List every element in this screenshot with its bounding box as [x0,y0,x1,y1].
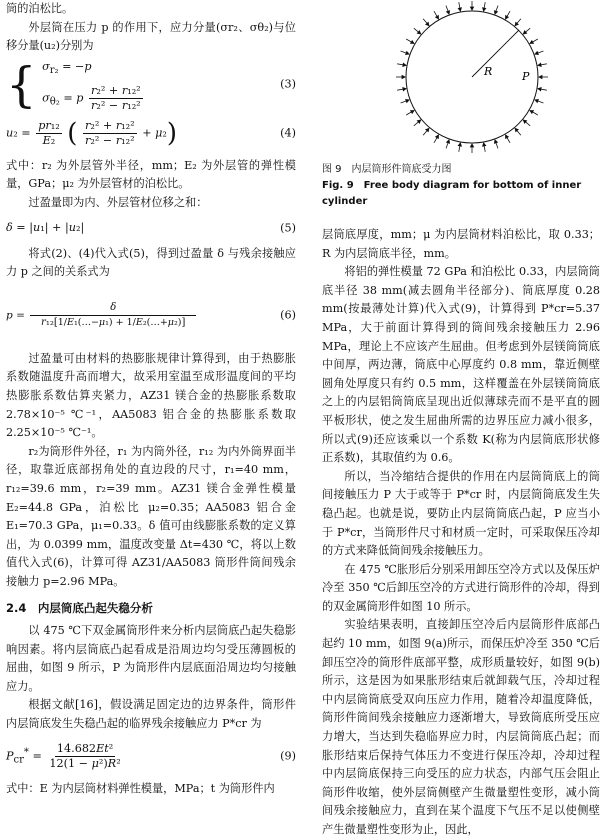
arrow-head [436,135,439,138]
arrow-head [402,75,405,78]
arrow-head [470,144,473,147]
figure-9 [322,0,600,158]
arrow-head [535,99,538,102]
right-column [322,0,600,840]
arrow-head [530,111,533,114]
paragraph: 将式(2)、(4)代入式(5)，得到过盈量 δ 与残余接触应力 p 之间的关系式为 [6,246,296,279]
equation-6: p = $\frac{\delta}{\text{r₁₂[1/E₁(…−μ₁) + 1/E₂(…+μ₂)]}}$ (6) [6,302,296,329]
equation-4: u₂ = $\frac{\text{pr₁₂}}{\text{E₂}}$ ( $\frac{\text{r₂² + r₁₂²}}{\text{r₂² − r₁₂²}}$ + μ₂) (4) [6,118,296,149]
paragraph: 将铝的弹性模量 72 GPa 和泊松比 0.33，内层筒筒底半径 38 mm(减去圆角半径部分)、筒底厚度 0.28 mm(按最薄处计算)代入式(9)，计算得到 P*cr=5.37 MPa，大于前面计算得到的筒间残余接触压力 2.96 MPa，理论上不应该产生屈曲。但考虑到外层镁筒筒底中间厚，两边薄，筒底中心厚度约 0.8 mm，靠近侧壁圆角处厚度只有约 0.5 mm，这样覆盖在外层镁筒筒底之上的内层铝筒筒底呈现出近似薄球壳而不是平直的圆平板形状，使之发生屈曲所需的边界压应力减小很多，所以式(9)还应该乘以一个系数 K(称为内层筒底形状修正系数)，其取值约为 0.6。 [322,265,600,465]
paragraph: 式中：r₂ 为外层管外半径，mm；E₂ 为外层管的弹性模量，GPa；μ₂ 为外层管材的泊松比。 [6,158,296,191]
paragraph: 所以，当冷缩结合提供的作用在内层筒筒底上的筒间接触压力 P 大于或等于 P*cr 时，内层筒筒底发生失稳凸起。也就是说，要防止内层筒筒底凸起，P 应当小于 P*cr，当筒形件尺寸和材质一定时，可采取保压冷却的方式来降低筒间残余接触压力。 [322,469,600,558]
arrow-head [470,7,473,10]
arrow-head [539,75,542,78]
arrow-head [538,88,541,91]
arrow-head [447,11,450,14]
equation-number: (3) [280,77,296,91]
equation-number: (6) [280,308,296,322]
label-R: R [484,65,493,78]
text-line: 式中：E 为内层筒材料弹性模量，MPa；t 为筒形件内 [6,781,275,795]
paragraph: 以 475 ℃下双金属筒形件来分析内层筒底凸起失稳影响因素。将内层筒底凸起看成是沿周边均匀受压薄圆板的屈曲，如图 9 所示，P 为筒形件内层底面沿周边均匀接触应力。 [6,624,296,693]
arrow-head [506,135,509,138]
arrow-head [538,63,541,66]
paragraph: 过盈量即为内、外层管材位移之和： [28,195,208,209]
equation-5: δ = |u₁| + |u₂| (5) [6,216,296,242]
paragraph: 过盈量可由材料的热膨胀规律计算得到，由于热膨胀系数随温度升高而增大，故采用室温至成形温度间的平均热膨胀系数估算夹紧力，AZ31 镁合金的热膨胀系数取 2.78×10⁻⁵ ℃⁻¹，AA5083 铝合金的热膨胀系数取 2.25×10⁻⁵ ℃⁻¹。 [6,351,296,440]
text-line: 筒的泊松比。 [6,2,74,15]
arrow-head [411,41,414,44]
arrow-head [447,140,450,143]
arrow-head [411,111,414,114]
arrow-head [406,52,409,55]
arrow-head [494,11,497,14]
paragraph: 层筒底厚度，mm；μ 为内层筒材料泊松比，取 0.33；R 为内层筒底半径，mm。 [322,228,600,260]
arrow-head [494,140,497,143]
arrow-head [403,63,406,66]
figure-caption-en: Fig. 9 Free body diagram for bottom of inner cylinder [322,180,582,207]
equation-number: (5) [280,221,296,235]
arrow-head [458,8,461,11]
radius-line [472,30,519,77]
label-P: P [522,70,530,83]
arrow-head [530,41,533,44]
equation-number: (9) [280,749,296,763]
arrow-head [483,143,486,146]
free-body-diagram [322,0,600,158]
section-heading: 2.4 内层筒底凸起失稳分析 [6,601,153,616]
arrow-head [483,8,486,11]
arrow-head [506,16,509,19]
arrow-head [406,99,409,102]
paragraph: r₂为筒形件外径，r₁ 为内筒外径，r₁₂ 为内外筒界面半径，取靠近底部拐角处的直边段的尺寸，r₁=40 mm，r₁₂=39.6 mm，r₂=39 mm。AZ31 镁合金弹性模量 E₂=44.8 GPa，泊松比 μ₂=0.35；AA5083 铝合金 E₁=70.3 GPa，μ₁=0.33。δ 值可由线膨胀系数的定义算出，为 0.0399 mm，温度改变量 Δt=430 ℃，将以上数值代入式(6)，计算可得 AZ31/AA5083 筒形件筒间残余接触力 p=2.96 MPa。 [6,444,296,588]
figure-caption-cn: 图 9 内层筒形件筒底受力图 [322,164,452,175]
paragraph: 外层筒在压力 p 的作用下，应力分量(σr₂、σθ₂)与位移分量(u₂)分别为 [6,20,296,53]
equation-number: (4) [280,126,296,140]
left-column [6,0,296,798]
arrow-head [403,88,406,91]
arrow-head [436,16,439,19]
paragraph: 实验结果表明，直接卸压空冷后内层筒形件底部凸起约 10 mm，如图 9(a)所示，而保压炉冷至 350 ℃后卸压空冷的筒形件底部平整，成形质量较好，如图 9(b)所示，这是因为如果胀形结束后就卸载气压，冷却过程中内层筒筒底受双向压应力作用，随着冷却温度降低，筒形件筒间残余接触应力逐渐增大，导致筒底所受压应力增大，当达到失稳临界应力时，内层筒筒底凸起；而胀形结束后保持气体压力不变进行保压冷却，冷却过程中内层筒底保持三向受压的应力状态，内部气压会阻止筒形件收缩，使外层筒侧壁产生微量塑性变形，减小筒间残余接触应力，直到在某个温度下气压不足以使侧壁产生微量塑性变形为止，因此， [322,618,600,836]
arrow-head [458,143,461,146]
equation-9: $P_{cr}^*$ = $\frac{\text{14.682Et²}}{\text{12(1 − μ²)R²}}$ (9) [6,742,296,771]
equation-3: { $\sigma_{r_2} = -p$ $\sigma_{\theta_2} = p$ $\frac{\text{r₂² + r₁₂²}}{\text{r₂² − r₁₂²}}$ (3) [6,56,296,113]
paragraph: 在 475 ℃胀形后分别采用卸压空冷方式以及保压炉冷至 350 ℃后卸压空冷的方式进行筒形件的冷却，得到的双金属筒形件如图 10 所示。 [322,562,600,613]
arrow-head [535,52,538,55]
paragraph: 根据文献[16]，假设满足固定边的边界条件，筒形件内层筒底发生失稳凸起的临界残余接触应力 P*cr 为 [6,698,296,731]
